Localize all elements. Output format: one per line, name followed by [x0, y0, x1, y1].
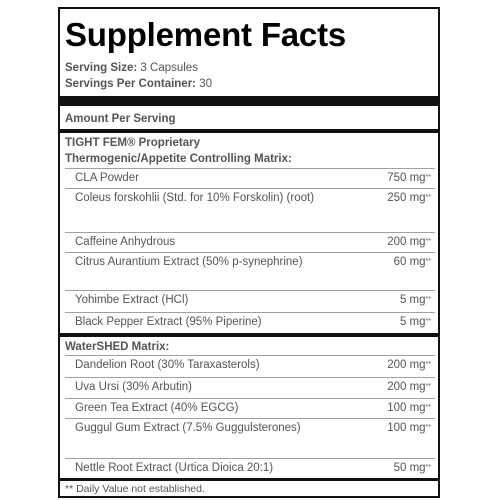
footnote: ** Daily Value not established. [65, 483, 205, 495]
ingredient-name: Dandelion Root (30% Taraxasterols) [75, 359, 260, 371]
serving-size-value: 3 Capsules [140, 62, 198, 74]
ingredient-row [65, 355, 435, 377]
ingredient-amount: 750 mg** [387, 172, 431, 184]
supplement-facts-panel [58, 7, 440, 498]
panel-title: Supplement Facts [65, 16, 347, 53]
ingredient-row [65, 312, 435, 333]
ingredient-name: Coleus forskohlii (Std. for 10% Forskolin) (root) [75, 192, 315, 204]
ingredient-name: Guggul Gum Extract (7.5% Guggulsterones) [75, 422, 301, 434]
ingredient-amount: 200 mg** [387, 236, 431, 248]
ingredient-amount: 60 mg** [393, 256, 431, 268]
ingredient-name: Yohimbe Extract (HCl) [75, 294, 189, 306]
blend1-title-line1: TIGHT FEM® Proprietary [65, 137, 200, 149]
ingredient-row [65, 232, 435, 252]
ingredient-row [65, 168, 435, 188]
ingredient-name: Green Tea Extract (40% EGCG) [75, 402, 239, 414]
ingredient-amount: 100 mg** [387, 402, 431, 414]
ingredient-amount: 100 mg** [387, 422, 431, 434]
ingredient-amount: 5 mg** [399, 294, 431, 306]
ingredient-name: Uva Ursi (30% Arbutin) [75, 381, 192, 393]
ingredient-name: CLA Powder [75, 172, 139, 184]
blend1-title [65, 135, 365, 167]
bottom-divider [60, 478, 438, 481]
ingredient-name: Citrus Aurantium Extract (50% p-synephrine) [75, 256, 303, 268]
ingredient-amount: 200 mg** [387, 359, 431, 371]
serving-size-label: Serving Size: [65, 62, 138, 74]
ingredient-name: Black Pepper Extract (95% Piperine) [75, 316, 262, 328]
ingredient-row [65, 252, 435, 290]
ingredient-amount: 200 mg** [387, 381, 431, 393]
ingredient-row [65, 398, 435, 418]
ingredient-name: Nettle Root Extract (Urtica Dioica 20:1) [75, 462, 274, 474]
ingredient-row [65, 188, 435, 232]
medium-divider [60, 333, 438, 337]
serving-size [65, 62, 198, 74]
ingredient-amount: 50 mg** [393, 462, 431, 474]
ingredient-row [65, 458, 435, 480]
ingredient-row [65, 377, 435, 398]
ingredient-name: Caffeine Anhydrous [75, 236, 176, 248]
ingredient-row [65, 290, 435, 312]
ingredient-amount: 250 mg** [387, 192, 431, 204]
medium-divider [60, 129, 438, 133]
ingredient-row [65, 418, 435, 458]
blend1-title-line2: Thermogenic/Appetite Controlling Matrix: [65, 153, 292, 165]
servings-per-container-value: 30 [199, 78, 213, 90]
thick-divider [60, 96, 438, 106]
amount-per-serving-heading: Amount Per Serving [65, 113, 176, 125]
servings-per-container-label: Servings Per Container: [65, 78, 197, 90]
servings-per-container [65, 78, 212, 90]
blend2-title: WaterSHED Matrix: [65, 341, 170, 353]
ingredient-amount: 5 mg** [399, 316, 431, 328]
